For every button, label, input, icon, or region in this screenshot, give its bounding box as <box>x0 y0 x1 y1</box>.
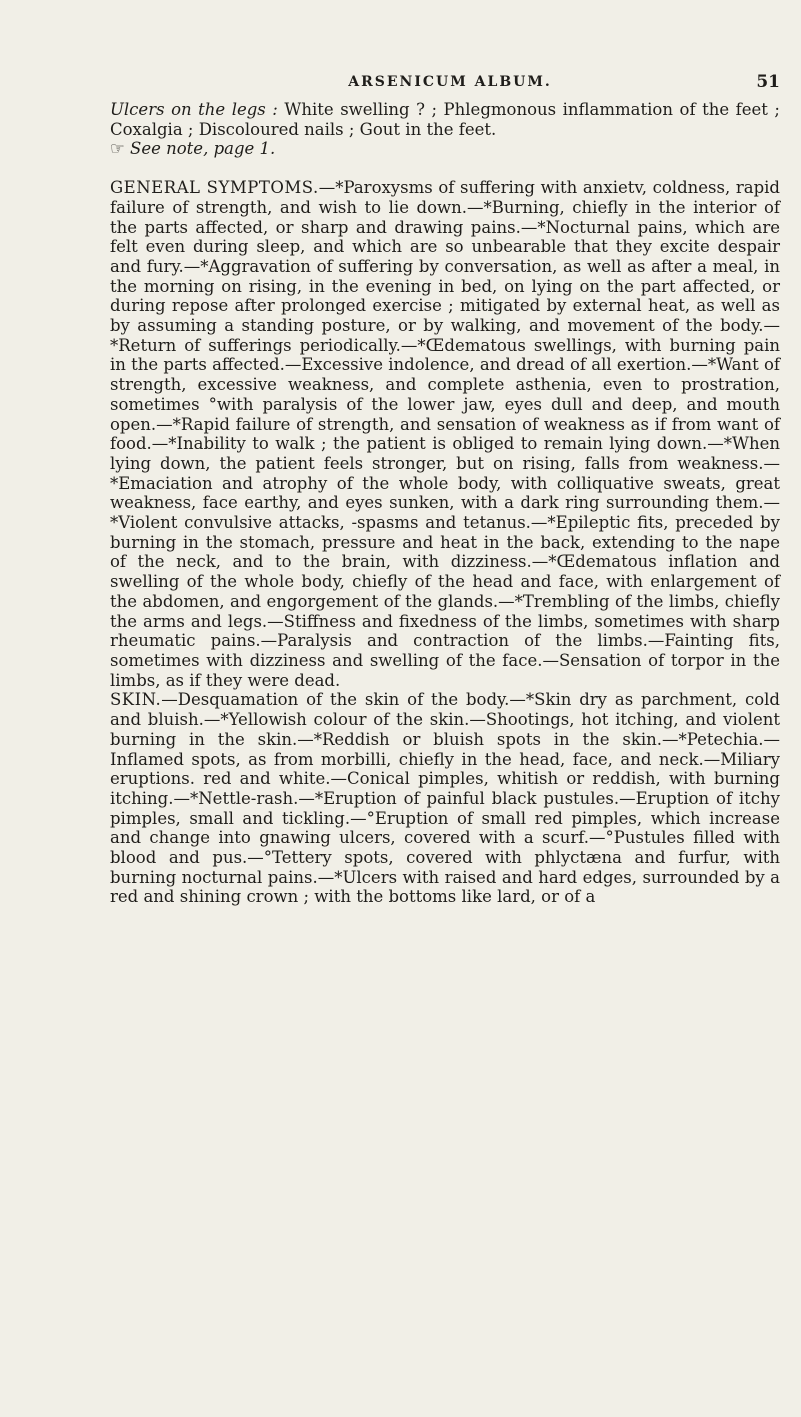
see-note: See note, page 1. <box>124 139 276 159</box>
paragraph-gap <box>110 159 780 178</box>
pointing-hand-icon: ☞ <box>110 139 125 159</box>
page-header <box>110 50 790 90</box>
skin-paragraph <box>110 690 780 907</box>
running-head: ARSENICUM ALBUM. <box>348 74 552 90</box>
skin-text: —Desquamation of the skin of the body.—*Skin dry as parchment, cold and bluish.—*Yellowish colour of the skin.—Shootings, hot itching, and violent burning in the skin.—*Reddish or bluish spots in the skin.—*Petechia.—Inflamed spots, as from morbilli, chiefly in the head, face, and neck.—Miliary eruptions. red and white.—Conical pimples, whitish or reddish, with burning itching.—*Nettle-rash.—*Eruption of painful black pustules.—Eruption of itchy pimples, small and tickling.—°Eruption of small red pimples, which increase and change into gnawing ulcers, covered with a scurf.—°Pustules filled with blood and pus.—°Tettery spots, covered with phlyctæna and furfur, with burning nocturnal pains.—*Ulcers with raised and hard edges, surrounded by a red and shining crown ; with the bottoms like lard, or of a <box>110 690 780 907</box>
skin-heading: SKIN. <box>110 690 162 710</box>
ulcers-paragraph <box>110 100 780 159</box>
page-number: 51 <box>756 72 780 92</box>
general-symptoms-heading: GENERAL SYMPTOMS. <box>110 178 319 198</box>
body-text <box>110 100 780 907</box>
ulcers-text: White swelling ? ; Phlegmonous inflammation of the feet ; Coxalgia ; Discoloured nails ; Gout in the feet. <box>110 100 780 139</box>
general-symptoms-text: —*Paroxysms of suffering with anxietv, coldness, rapid failure of strength, and wish to lie down.—*Burning, chiefly in the interior of the parts affected, or sharp and drawing pains.—*Nocturnal pains, which are felt even during sleep, and which are so unbearable that they excite despair and fury.—*Aggravation of suffering by conversation, as well as after a meal, in the morning on rising, in the evening in bed, on lying on the part affected, or during repose after prolonged exercise ; mitigated by external heat, as well as by assuming a standing posture, or by walking, and movement of the body.—*Return of sufferings periodically.—*Œdematous swellings, with burning pain in the parts affected.—Excessive indolence, and dread of all exertion.—*Want of strength, excessive weakness, and complete asthenia, even to prostration, sometimes °with paralysis of the lower jaw, eyes dull and deep, and mouth open.—*Rapid failure of strength, and sensation of weakness as if from want of food.—*Inability to walk ; the patient is obliged to remain lying down.—*When lying down, the patient feels stronger, but on rising, falls from weakness.—*Emaciation and atrophy of the whole body, with colliquative sweats, great weakness, face earthy, and eyes sunken, with a dark ring surrounding them.—*Violent convulsive attacks, -spasms and tetanus.—*Epileptic fits, preceded by burning in the stomach, pressure and heat in the back, extending to the nape of the neck, and to the brain, with dizziness.—*Œdematous inflation and swelling of the whole body, chiefly of the head and face, with enlargement of the abdomen, and engorgement of the glands.—*Trembling of the limbs, chiefly the arms and legs.—Stiffness and fixedness of the limbs, sometimes with sharp rheumatic pains.—Paralysis and contraction of the limbs.—Fainting fits, sometimes with dizziness and swelling of the face.—Sensation of torpor in the limbs, as if they were dead. <box>110 178 780 690</box>
ulcers-label: Ulcers on the legs : <box>110 100 278 119</box>
general-symptoms-paragraph <box>110 178 780 690</box>
